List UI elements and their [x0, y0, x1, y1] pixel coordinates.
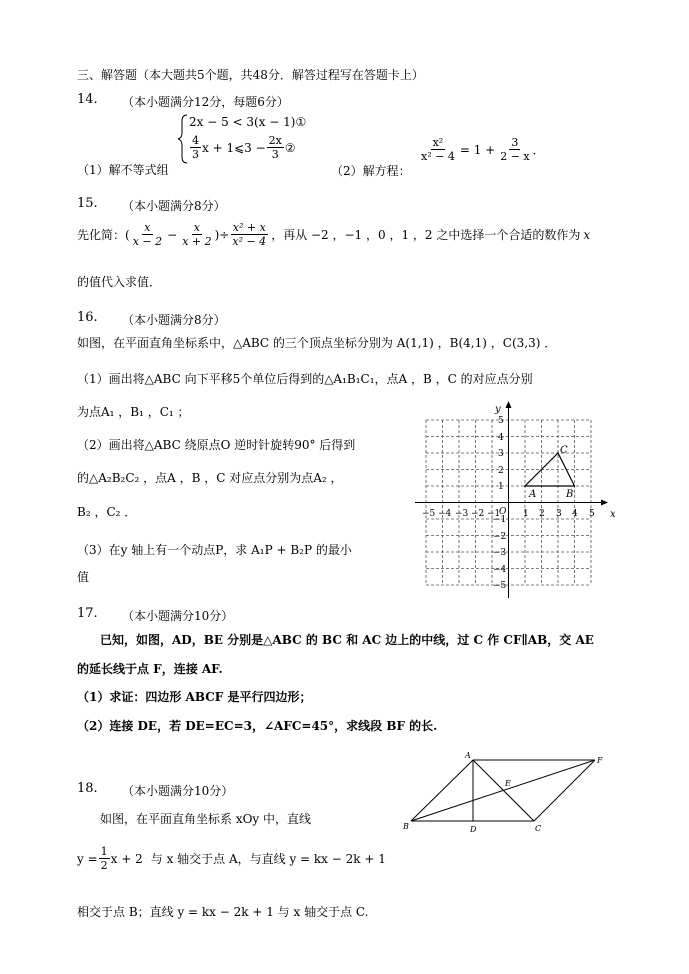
origin-label: O	[499, 507, 507, 517]
y-tick: 5	[498, 416, 504, 426]
y-tick: 2	[498, 466, 504, 476]
q15-open-paren: (	[125, 227, 130, 242]
q15-number: 15.	[77, 196, 98, 211]
q14-brace	[176, 113, 190, 165]
y-tick: −1	[493, 515, 507, 525]
frac-den: 2	[100, 859, 108, 872]
q16-line6: B₂ ，C₂ ．	[77, 505, 137, 519]
fig-label-a: A	[465, 751, 471, 760]
q14-points: （本小题满分12分，每题6分）	[122, 95, 289, 109]
q16-line3: 为点A₁ ，B₁ ，C₁ ；	[77, 405, 190, 419]
parallelogram-figure	[398, 748, 613, 838]
y-axis-arrow	[506, 401, 512, 408]
point-a-label: A	[529, 489, 537, 500]
q15-rest: ，再从 −2 ，−1 ，0 ，1 ，2 之中选择一个合适的数作为	[271, 228, 581, 242]
frac-den: 3	[192, 148, 199, 161]
frac-den: x − 2	[132, 235, 163, 248]
q15-frac3	[230, 221, 268, 248]
q15-div: )÷	[214, 227, 230, 242]
q18-line2-text: 与 x 轴交于点 A，与直线 y = kx − 2k + 1	[150, 852, 386, 866]
segment-bf	[411, 760, 595, 821]
q15-minus: −	[167, 227, 178, 242]
frac-den: 2 − x	[500, 150, 530, 163]
x-tick: −4	[438, 509, 452, 519]
q14-ineq2	[189, 134, 296, 161]
y-tick: −2	[493, 532, 507, 542]
y-tick: 4	[498, 433, 504, 443]
fig-label-c: C	[535, 824, 542, 833]
segment-ab	[411, 760, 473, 821]
q18-y: y =	[77, 851, 98, 866]
q15-points: （本小题满分8分）	[122, 199, 226, 213]
q14-ineq2-mid: x + 1⩽3 −	[202, 140, 266, 155]
x-axis-label: x	[610, 509, 616, 520]
q16-points: （本小题满分8分）	[122, 313, 226, 327]
x-tick: 3	[556, 509, 562, 519]
q15-prefix: 先化简：	[77, 228, 126, 242]
coordinate-grid	[410, 398, 620, 603]
q17-line1: 已知，如图，AD，BE 分别是△ABC 的 BC 和 AC 边上的中线，过 C 作 CF∥AB，交 AE	[100, 633, 594, 647]
fig-label-f: F	[597, 756, 603, 765]
frac-num: x² + x	[232, 221, 266, 234]
q16-line4: （2）画出将△ABC 绕原点O 逆时针旋转90° 后得到	[77, 438, 356, 452]
q14-ineq1: 2x − 5 < 3(x − 1)①	[189, 115, 307, 129]
q18-line2	[77, 845, 386, 872]
q16-line7: （3）在y 轴上有一个动点P，求 A₁P + B₂P 的最小	[77, 543, 352, 557]
x-tick: 2	[539, 509, 545, 519]
q14-eq-lhs	[419, 136, 457, 163]
x-tick: 4	[572, 509, 578, 519]
q14-eq-rhs	[498, 136, 531, 163]
x-tick: −5	[422, 509, 436, 519]
q16-line1: 如图，在平面直角坐标系中，△ABC 的三个顶点坐标分别为 A(1,1) ，B(4,1) ，C(3,3) ．	[77, 336, 557, 350]
q16-line5: 的△A₂B₂C₂ ，点A ，B ，C 对应点分别为点A₂ ，	[77, 471, 343, 485]
frac-num: 2x	[268, 134, 282, 147]
q15-line2: 的值代入求值．	[77, 275, 162, 289]
frac-num: 1	[100, 845, 108, 858]
point-b-label: B	[566, 489, 574, 500]
q15-var: x	[583, 227, 591, 242]
frac-num: x	[193, 221, 200, 234]
q18-line3: 相交于点 B；直线 y = kx − 2k + 1 与 x 轴交于点 C.	[77, 905, 369, 919]
point-c-label: C	[560, 445, 568, 456]
frac-den: x² − 4	[232, 235, 267, 248]
q14-number: 14.	[77, 92, 98, 107]
frac-num: x²	[432, 136, 444, 149]
frac-num: 3	[511, 136, 519, 149]
y-tick: −5	[493, 581, 507, 591]
q15-line1	[77, 221, 590, 248]
frac-den: 3	[271, 148, 279, 161]
q17-line4: （2）连接 DE，若 DE=EC=3，∠AFC=45°，求线段 BF 的长.	[77, 719, 438, 733]
fig-label-e: E	[505, 779, 511, 788]
x-tick: −3	[455, 509, 469, 519]
x-tick: 5	[589, 509, 595, 519]
q17-number: 17.	[77, 606, 98, 621]
x-tick: −1	[487, 509, 501, 519]
q14-part2-label: （2）解方程：	[331, 164, 411, 178]
fig-label-d: D	[470, 825, 477, 834]
q15-frac2	[180, 221, 213, 248]
x-axis-arrow	[601, 500, 608, 506]
y-tick: 3	[498, 449, 504, 459]
frac-den: x² − 4	[421, 150, 455, 163]
y-tick: −4	[493, 565, 507, 575]
q14-eq-end: ．	[532, 143, 545, 157]
q14-ineq2-frac2	[267, 134, 284, 161]
q17-line2: 的延长线于点 F，连接 AF.	[77, 662, 223, 676]
q16-line8: 值	[77, 570, 90, 584]
q18-frac	[99, 845, 110, 872]
y-axis-label: y	[495, 404, 501, 415]
q14-eq-mid: = 1 +	[459, 142, 496, 157]
q18-number: 18.	[77, 781, 98, 796]
q16-number: 16.	[77, 310, 98, 325]
frac-den: x + 2	[182, 235, 212, 248]
fig-label-b: B	[403, 822, 409, 831]
q14-ineq2-frac1	[190, 134, 201, 161]
section-header: 三、解答题（本大题共5个题，共48分．解答过程写在答题卡上）	[77, 68, 424, 82]
q14-equation	[418, 136, 545, 163]
segment-cf	[534, 760, 595, 821]
q14-part1-label: （1）解不等式组	[77, 163, 169, 177]
q18-line1: 如图，在平面直角坐标系 xOy 中，直线	[100, 812, 312, 826]
x-tick: −2	[471, 509, 485, 519]
q18-rest: x + 2	[110, 851, 143, 866]
frac-num: x	[144, 221, 151, 234]
frac-num: 4	[192, 134, 199, 147]
q17-line3: （1）求证：四边形 ABCF 是平行四边形；	[77, 690, 312, 704]
q15-frac1	[131, 221, 164, 248]
y-tick: 1	[498, 482, 504, 492]
x-tick: 1	[523, 509, 529, 519]
q18-points: （本小题满分10分）	[122, 784, 234, 798]
q14-ineq2-end: ②	[284, 140, 296, 155]
q16-line2: （1）画出将△ABC 向下平移5个单位后得到的△A₁B₁C₁，点A ，B ，C 的对应点分别	[77, 372, 533, 386]
y-tick: −3	[493, 548, 507, 558]
q17-points: （本小题满分10分）	[122, 609, 234, 623]
y-tick-labels	[493, 416, 507, 591]
